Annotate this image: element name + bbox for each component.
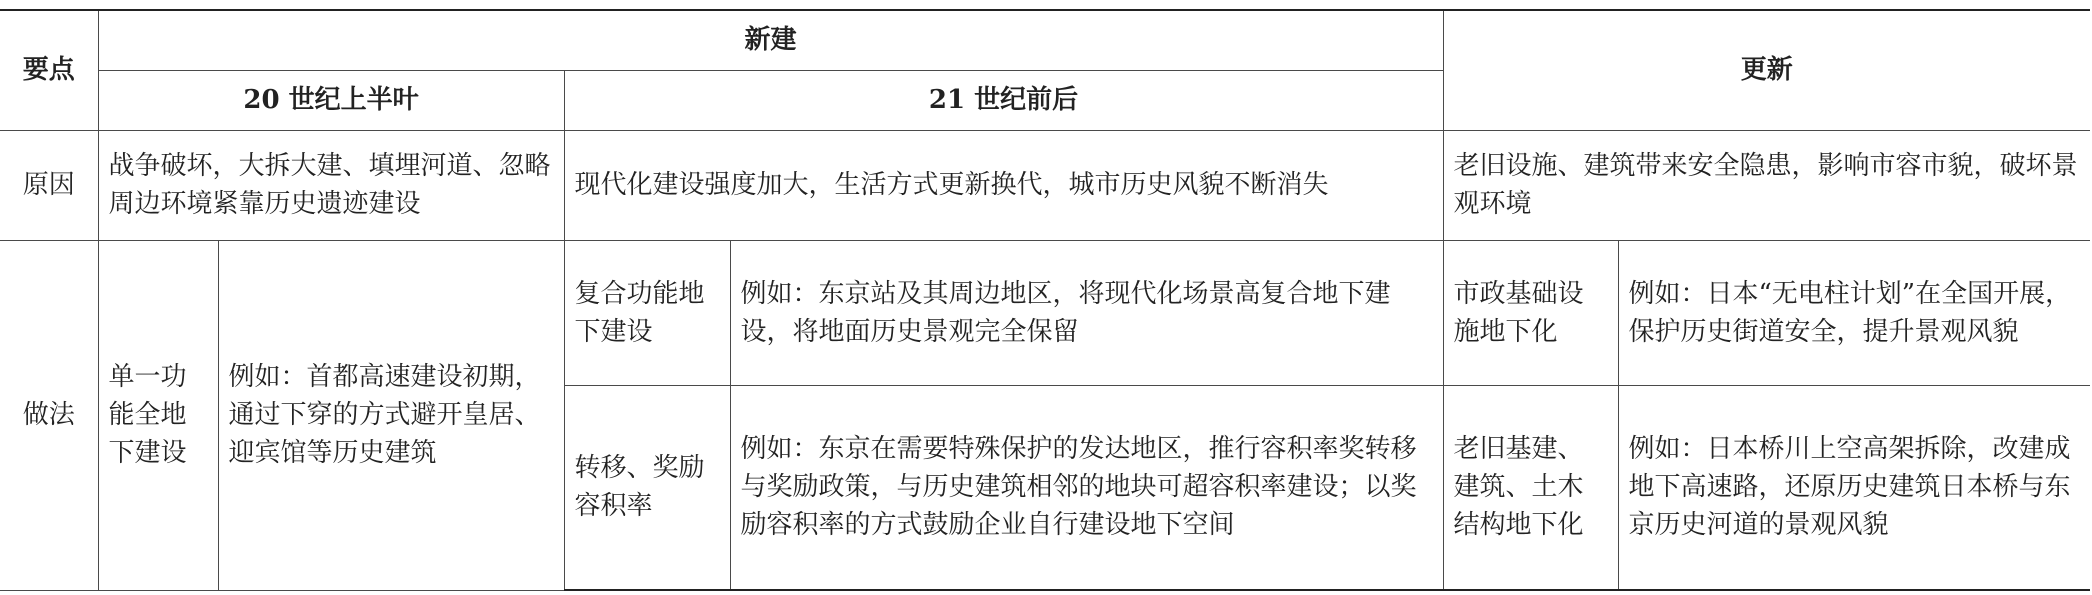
single-function-title: 单一功能全地下建设 <box>98 240 218 590</box>
header-around-21st: 21 世纪前后 <box>564 70 1443 130</box>
reason-early-20th: 战争破坏，大拆大建、填埋河道、忽略周边环境紧靠历史遗迹建设 <box>98 130 564 240</box>
reason-row <box>0 130 2090 240</box>
comparison-table-container <box>0 9 2090 591</box>
composite-function-title: 复合功能地下建设 <box>564 240 730 385</box>
reason-label: 原因 <box>0 130 98 240</box>
far-transfer-title: 转移、奖励容积率 <box>564 385 730 590</box>
reason-around-21st: 现代化建设强度加大，生活方式更新换代，城市历史风貌不断消失 <box>564 130 1443 240</box>
header-renewal: 更新 <box>1443 10 2090 130</box>
single-function-example: 例如：首都高速建设初期，通过下穿的方式避开皇居、迎宾馆等历史建筑 <box>218 240 564 590</box>
comparison-table <box>0 9 2090 591</box>
method-row-1 <box>0 240 2090 385</box>
composite-function-example: 例如：东京站及其周边地区，将现代化场景高复合地下建设，将地面历史景观完全保留 <box>730 240 1443 385</box>
reason-renewal: 老旧设施、建筑带来安全隐患，影响市容市貌，破坏景观环境 <box>1443 130 2090 240</box>
municipal-underground-example: 例如：日本“无电柱计划”在全国开展，保护历史街道安全，提升景观风貌 <box>1618 240 2090 385</box>
header-key-points: 要点 <box>0 10 98 130</box>
old-infra-underground-title: 老旧基建、建筑、土木结构地下化 <box>1443 385 1618 590</box>
header-early-20th: 20 世纪上半叶 <box>98 70 564 130</box>
old-infra-underground-example: 例如：日本桥川上空高架拆除，改建成地下高速路，还原历史建筑日本桥与东京历史河道的景观风貌 <box>1618 385 2090 590</box>
header-row-1 <box>0 10 2090 70</box>
header-new-build: 新建 <box>98 10 1443 70</box>
method-label: 做法 <box>0 240 98 590</box>
municipal-underground-title: 市政基础设施地下化 <box>1443 240 1618 385</box>
far-transfer-example: 例如：东京在需要特殊保护的发达地区，推行容积率奖转移与奖励政策，与历史建筑相邻的地块可超容积率建设；以奖励容积率的方式鼓励企业自行建设地下空间 <box>730 385 1443 590</box>
